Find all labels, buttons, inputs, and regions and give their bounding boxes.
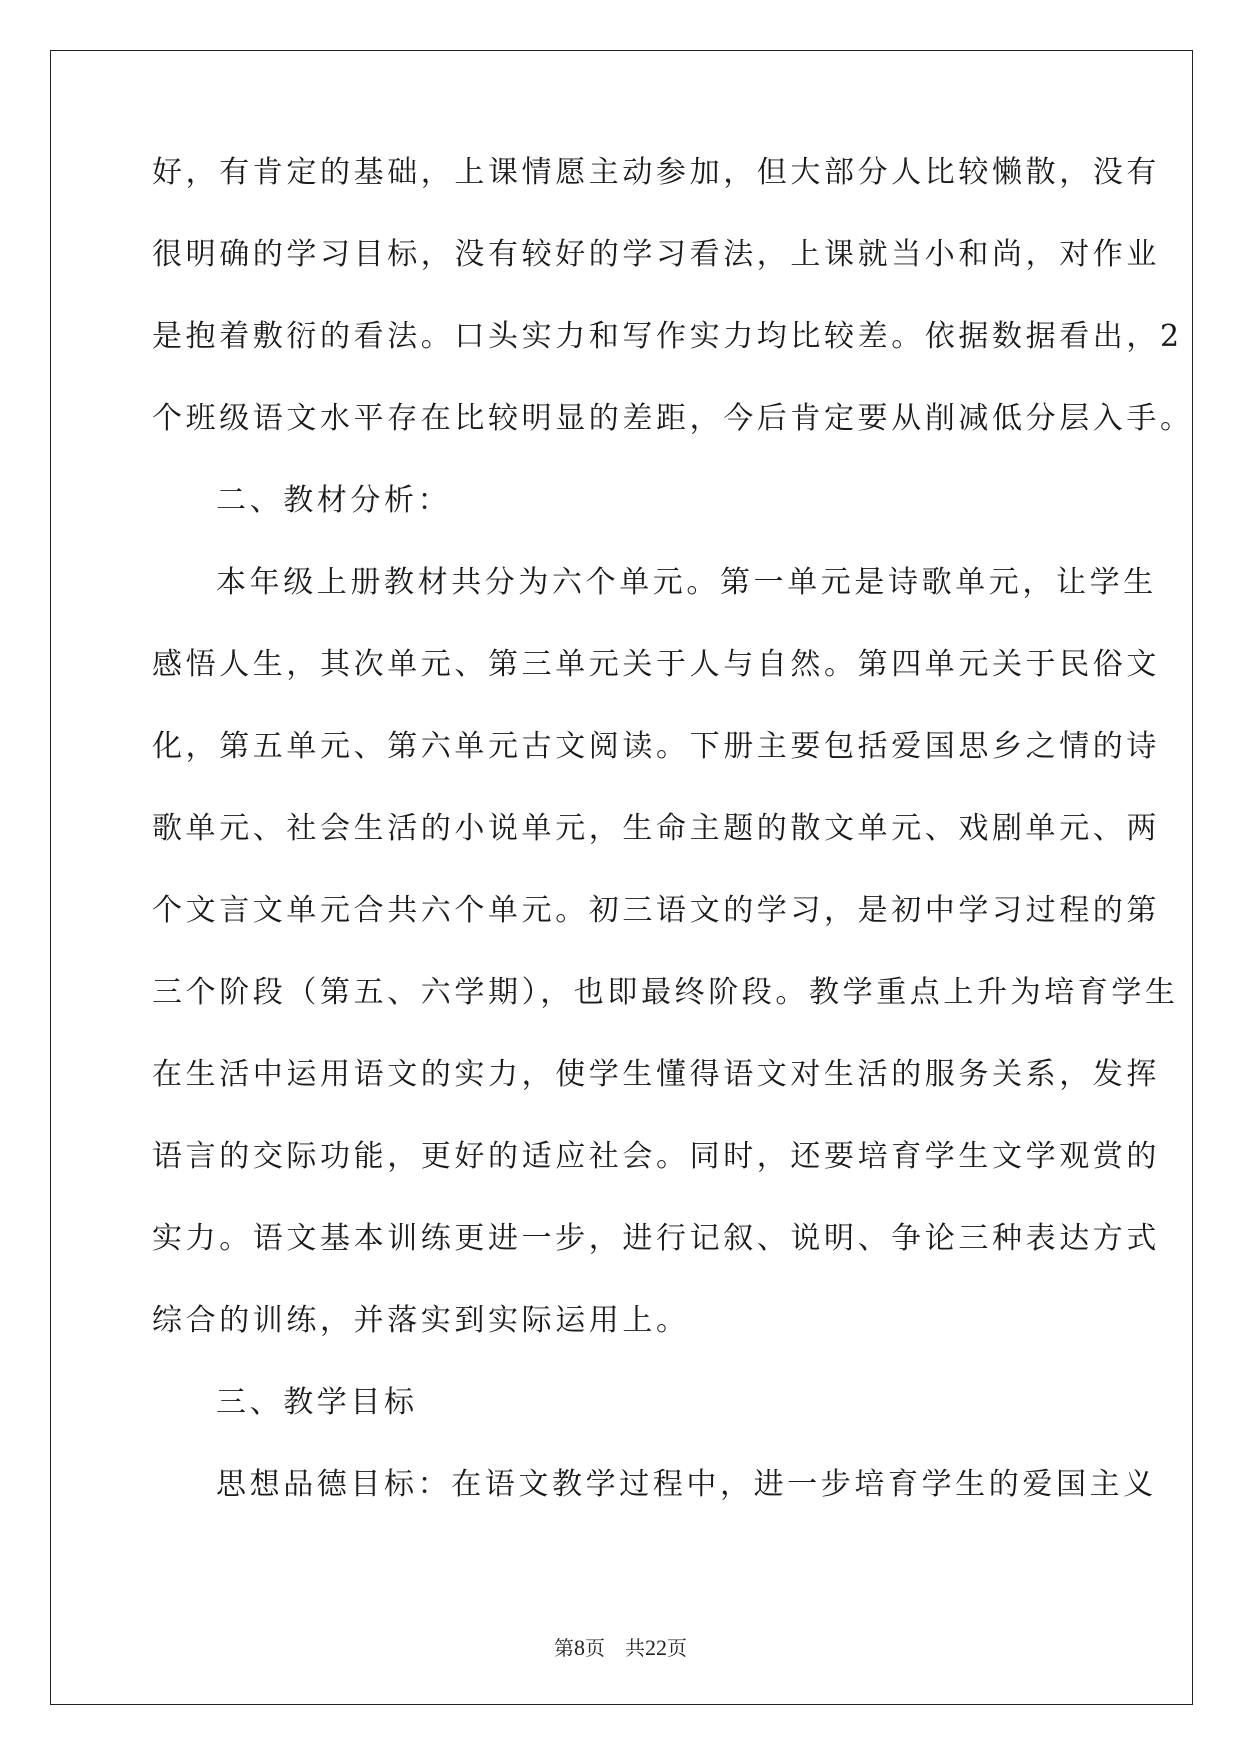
page-prefix: 第 xyxy=(554,1638,574,1660)
document-body xyxy=(152,155,1194,1552)
page-number: 8 xyxy=(574,1635,585,1660)
page-suffix: 页 xyxy=(585,1638,605,1660)
text-line: 三、教学目标 xyxy=(216,1385,418,1420)
total-suffix: 页 xyxy=(667,1638,687,1660)
text-line: 好，有肯定的基础，上课情愿主动参加，但大部分人比较懒散，没有 xyxy=(152,155,1160,190)
text-line: 是抱着敷衍的看法。口头实力和写作实力均比较差。依据数据看出，2 xyxy=(152,319,1183,354)
total-prefix: 共 xyxy=(625,1638,645,1660)
text-line: 歌单元、社会生活的小说单元，生命主题的散文单元、戏剧单元、两 xyxy=(152,811,1160,846)
text-line: 个班级语文水平存在比较明显的差距，今后肯定要从削减低分层入手。 xyxy=(152,401,1194,436)
text-line: 二、教材分析： xyxy=(216,483,452,518)
text-line: 实力。语文基本训练更进一步，进行记叙、说明、争论三种表达方式 xyxy=(152,1221,1160,1256)
text-line: 个文言文单元合共六个单元。初三语文的学习，是初中学习过程的第 xyxy=(152,893,1160,928)
text-line: 本年级上册教材共分为六个单元。第一单元是诗歌单元，让学生 xyxy=(216,565,1157,600)
text-line: 很明确的学习目标，没有较好的学习看法，上课就当小和尚，对作业 xyxy=(152,237,1160,272)
text-line: 综合的训练，并落实到实际运用上。 xyxy=(152,1303,690,1338)
text-line: 感悟人生，其次单元、第三单元关于人与自然。第四单元关于民俗文 xyxy=(152,647,1160,682)
total-pages: 22 xyxy=(645,1635,667,1660)
text-line: 三个阶段（第五、六学期），也即最终阶段。教学重点上升为培育学生 xyxy=(152,975,1179,1010)
page-footer xyxy=(0,1632,1241,1661)
text-line: 思想品德目标：在语文教学过程中，进一步培育学生的爱国主义 xyxy=(216,1467,1157,1502)
text-line: 化，第五单元、第六单元古文阅读。下册主要包括爱国思乡之情的诗 xyxy=(152,729,1160,764)
text-line: 在生活中运用语文的实力，使学生懂得语文对生活的服务关系，发挥 xyxy=(152,1057,1160,1092)
text-line: 语言的交际功能，更好的适应社会。同时，还要培育学生文学观赏的 xyxy=(152,1139,1160,1174)
